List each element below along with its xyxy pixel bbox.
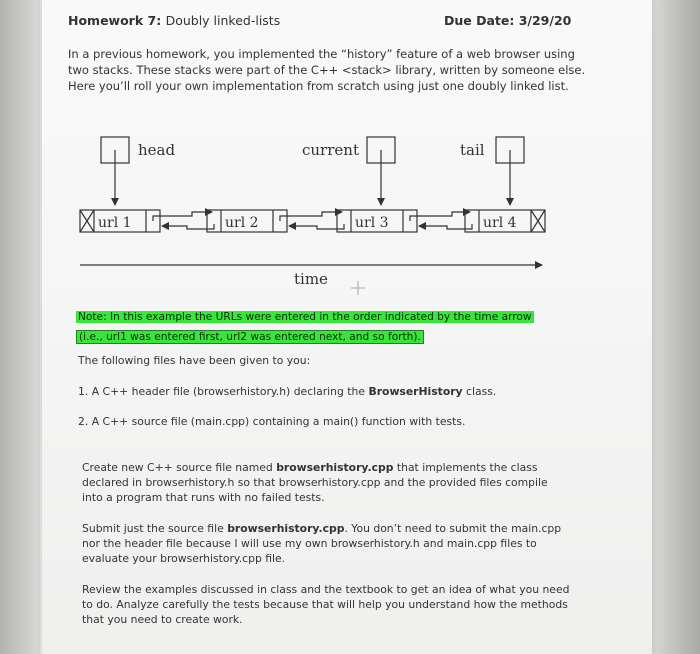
next-pointer-3-4	[410, 212, 470, 221]
next-pointer-2-3	[280, 212, 342, 221]
file-item-2: 2. A C++ source file (main.cpp) containing a main() function with tests.	[78, 415, 466, 428]
note-line-2: (i.e., url1 was entered first, url2 was entered next, and so forth).	[76, 330, 424, 344]
intro-line: two stacks. These stacks were part of the C++ <stack> library, written by someone else.	[68, 63, 586, 77]
next-pointer-1-2	[153, 212, 212, 221]
cursor-crosshair-icon	[351, 281, 365, 295]
node-2-label: url 2	[225, 215, 259, 231]
background-left-edge	[0, 0, 40, 654]
prev-pointer-2-1	[162, 224, 214, 229]
intro-line: Here you’ll roll your own implementation from scratch using just one doubly linked list.	[68, 79, 569, 93]
paragraph-create-file: Create new C++ source file named browserhistory.cpp that implements the class declared in browserhistory.h so that browserhistory.cpp and the provided files compile into a program that runs with no failed tests.	[82, 461, 548, 504]
background-right-edge	[648, 0, 700, 654]
due-date: Due Date: 3/29/20	[444, 13, 572, 28]
linked-list-diagram	[42, 0, 652, 300]
prev-pointer-4-3	[419, 224, 472, 229]
files-intro: The following files have been given to you:	[78, 354, 311, 367]
note-line-1: Note: In this example the URLs were entered in the order indicated by the time arrow	[78, 311, 532, 323]
node-3-label: url 3	[355, 215, 389, 231]
current-label: current	[302, 141, 359, 159]
document-page	[42, 0, 652, 654]
intro-line: In a previous homework, you implemented the “history” feature of a web browser using	[68, 47, 575, 61]
tail-label: tail	[460, 141, 485, 159]
paragraph-review: Review the examples discussed in class and the textbook to get an idea of what you need to do. Analyze carefully the tests because that will help you understand how the methods that you need to create work.	[82, 583, 570, 626]
node-1-label: url 1	[98, 215, 132, 231]
note-highlight	[76, 305, 636, 345]
head-label: head	[138, 141, 176, 159]
title-topic: Doubly linked-lists	[165, 13, 281, 28]
time-label: time	[294, 270, 328, 288]
node-4-label: url 4	[483, 215, 517, 231]
file-item-1: 1. A C++ header file (browserhistory.h) declaring the BrowserHistory class.	[78, 385, 497, 398]
title-number: Homework 7:	[68, 13, 162, 28]
paragraph-submit: Submit just the source file browserhistory.cpp. You don’t need to submit the main.cpp nor the header file because I will use my own browserhistory.h and main.cpp files to evaluate your browserhistory.cpp file.	[82, 522, 562, 565]
prev-pointer-3-2	[289, 224, 344, 229]
